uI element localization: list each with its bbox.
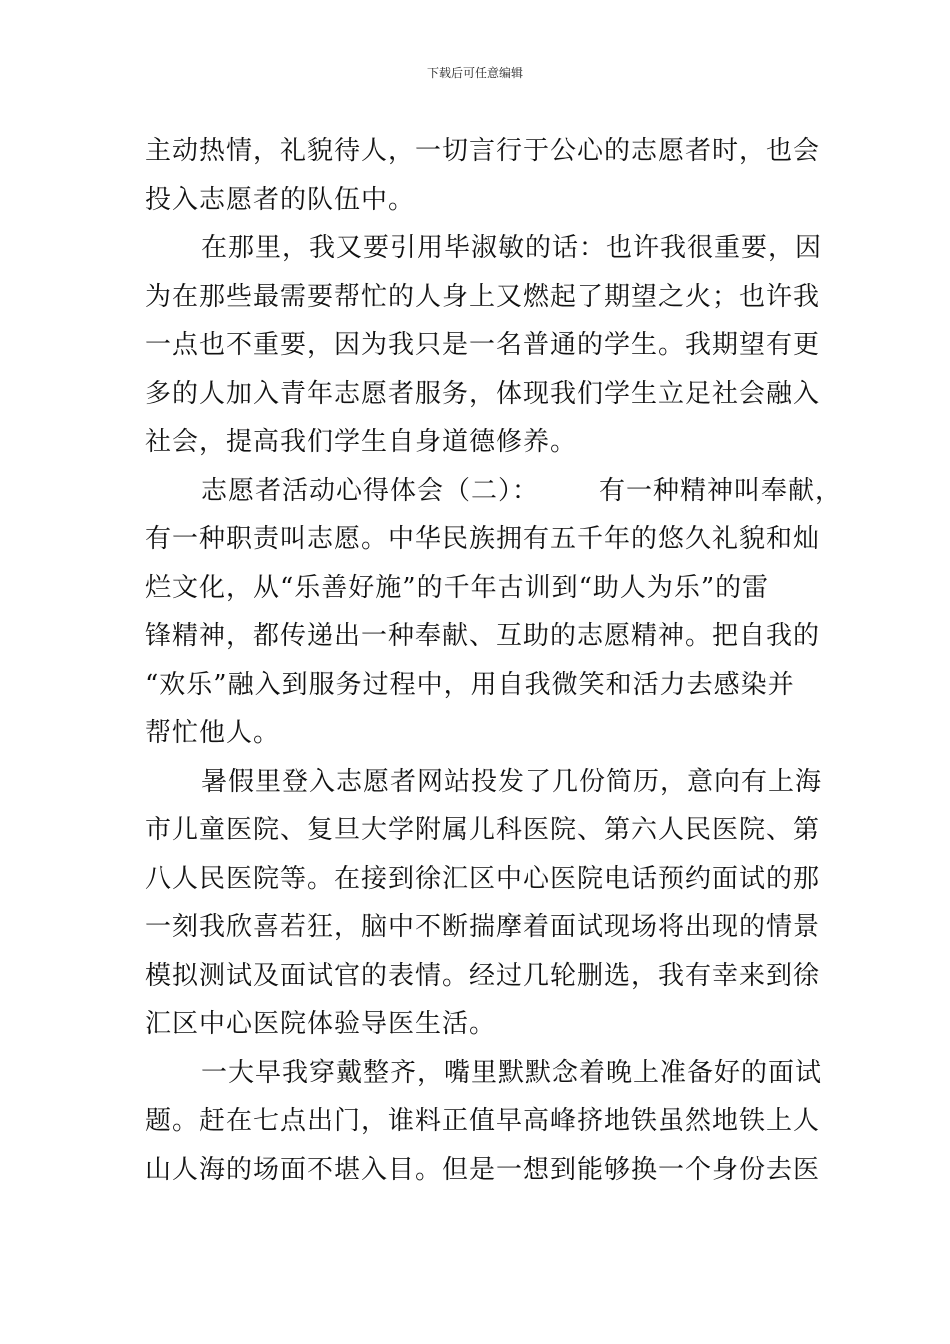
text-line: 烂文化，从“乐善好施”的千年古训到“助人为乐”的雷 <box>145 572 770 603</box>
section-heading: 志愿者活动心得体会（二）： <box>201 475 540 506</box>
text-line: 主动热情，礼貌待人，一切言行于公心的志愿者时，也会 <box>145 136 821 166</box>
paragraph-5 <box>145 1049 823 1195</box>
heading-continuation: 有一种精神叫奉献， <box>599 475 843 506</box>
page-header: 下载后可任意编辑 <box>426 66 523 80</box>
text-line: 山人海的场面不堪入目。但是一想到能够换一个身份去医 <box>145 1154 821 1185</box>
text-line: 为在那些最需要帮忙的人身上又燃起了期望之火；也许我 <box>145 281 821 312</box>
paragraph-4 <box>145 758 823 1049</box>
text-line: 模拟测试及面试官的表情。经过几轮删选，我有幸来到徐 <box>145 960 821 991</box>
text-line: 投入志愿者的队伍中。 <box>145 184 416 215</box>
text-line: 题。赶在七点出门，谁料正值早高峰挤地铁虽然地铁上人 <box>145 1106 821 1136</box>
text-line: 一大早我穿戴整齐，嘴里默默念着晚上准备好的面试 <box>201 1057 823 1088</box>
paragraph-1 <box>145 127 821 224</box>
text-line: 帮忙他人。 <box>145 718 281 748</box>
text-line: 在那里，我又要引用毕淑敏的话：也许我很重要，因 <box>201 233 823 263</box>
text-line: 市儿童医院、复旦大学附属儿科医院、第六人民医院、第 <box>145 815 821 845</box>
text-line: 一点也不重要，因为我只是一名普通的学生。我期望有更 <box>145 330 821 360</box>
text-line: 有一种职责叫志愿。中华民族拥有五千年的悠久礼貌和灿 <box>145 524 821 554</box>
text-line: 一刻我欣喜若狂，脑中不断揣摩着面试现场将出现的情景 <box>145 912 821 942</box>
paragraph-2 <box>145 224 823 467</box>
section-heading-line <box>145 467 843 516</box>
text-line: 锋精神，都传递出一种奉献、互助的志愿精神。把自我的 <box>145 621 821 651</box>
text-line: 汇区中心医院体验导医生活。 <box>145 1009 497 1039</box>
text-line: 暑假里登入志愿者网站投发了几份简历，意向有上海 <box>201 766 823 797</box>
text-line: 八人民医院等。在接到徐汇区中心医院电话预约面试的那 <box>145 863 821 894</box>
document-body <box>145 127 843 1194</box>
paragraph-3 <box>145 467 843 758</box>
text-line: 多的人加入青年志愿者服务，体现我们学生立足社会融入 <box>145 378 821 409</box>
text-line: “欢乐”融入到服务过程中，用自我微笑和活力去感染并 <box>145 669 795 700</box>
text-line: 社会，提高我们学生自身道德修养。 <box>145 427 578 457</box>
